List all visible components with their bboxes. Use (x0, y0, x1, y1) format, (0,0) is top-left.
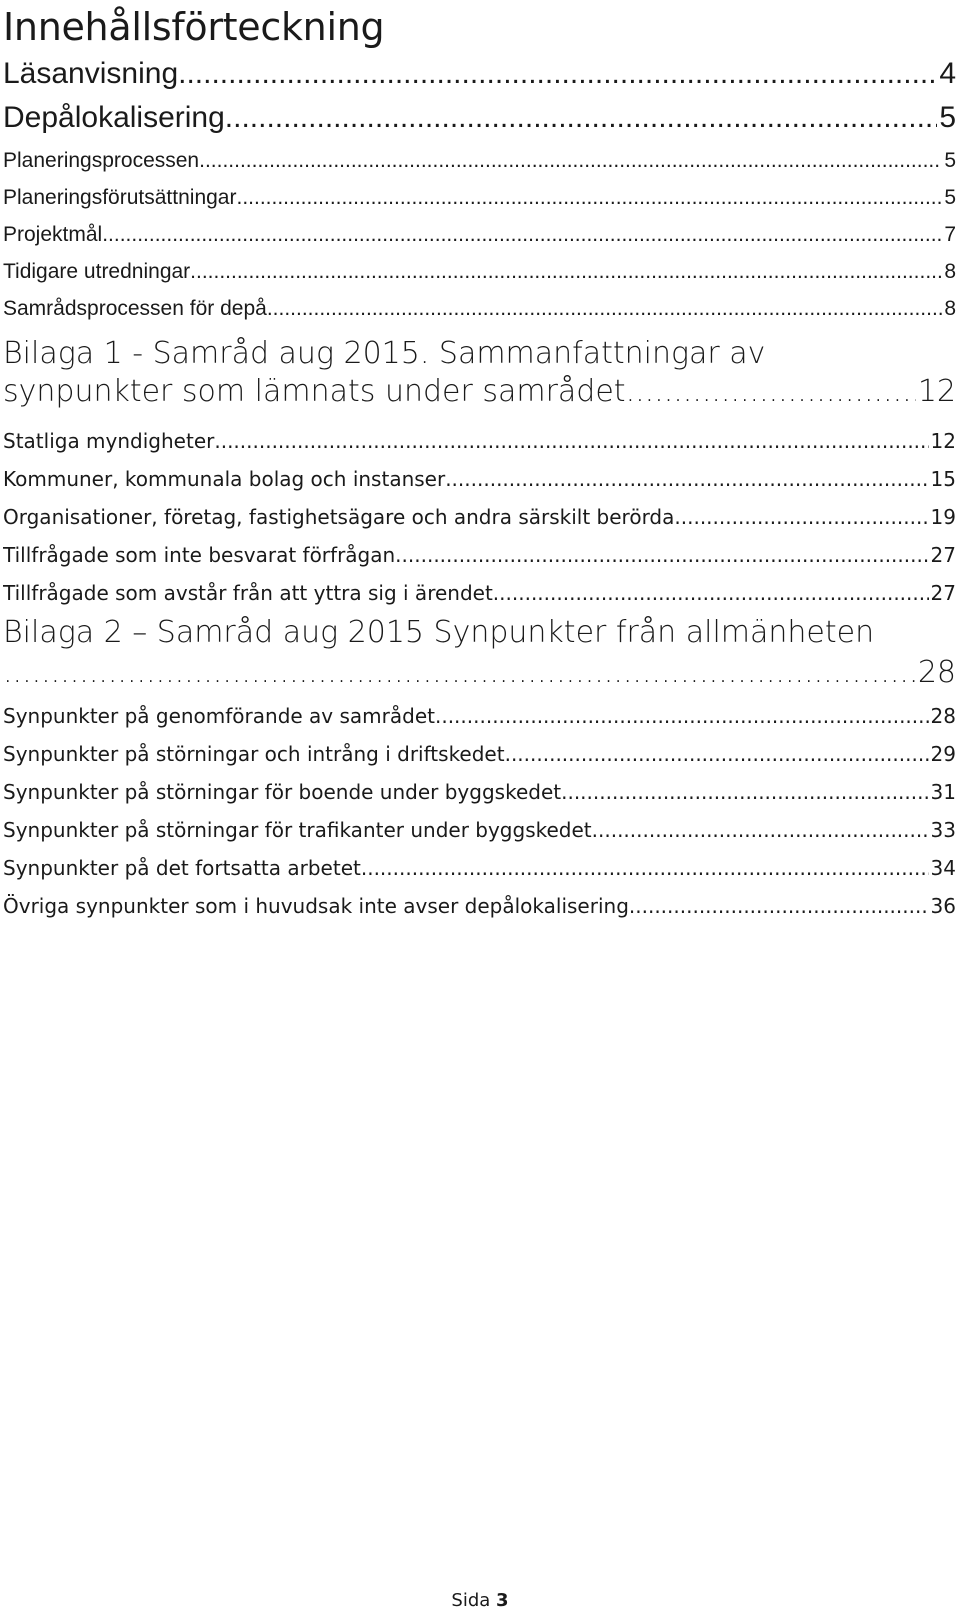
toc-entry-label: Tillfrågade som inte besvarat förfrågan (3, 543, 396, 567)
leader-dots (361, 854, 929, 882)
toc-entry-label: Projektmål (3, 223, 103, 246)
leader-dots (395, 541, 928, 569)
leader-dots (267, 295, 943, 323)
toc-entry-line2 (3, 655, 956, 691)
toc-entry-label: Planeringsprocessen (3, 149, 200, 172)
toc-entry[interactable] (3, 147, 956, 175)
leader-dots (225, 100, 938, 136)
toc-entry-label-line2: synpunkter som lämnats under samrådet (3, 374, 626, 409)
footer-prefix: Sida (451, 1590, 497, 1611)
toc-entry[interactable] (3, 295, 956, 323)
toc-entry-page: 5 (944, 186, 956, 209)
leader-dots (214, 427, 928, 455)
toc-heading: Innehållsförteckning (3, 5, 385, 49)
toc-entry-label: Tillfrågade som avstår från att yttra sig i ärendet (3, 581, 493, 605)
toc-entry-page: 5 (939, 101, 956, 134)
leader-dots (3, 655, 916, 691)
toc-entry-label: Tidigare utredningar (3, 260, 191, 283)
toc-entry[interactable] (3, 892, 956, 920)
toc-entry[interactable] (3, 221, 956, 249)
leader-dots (561, 778, 928, 806)
toc-entry-page: 15 (930, 467, 956, 491)
toc-entry-label-line1: Bilaga 1 - Samråd aug 2015. Sammanfattningar av (3, 336, 766, 371)
toc-entry-page: 29 (930, 742, 956, 766)
toc-entry-label: Statliga myndigheter (3, 429, 215, 453)
toc-entry[interactable] (3, 579, 956, 607)
toc-entry-label: Synpunkter på störningar för trafikanter under byggskedet (3, 818, 592, 842)
toc-entry-page: 36 (930, 894, 956, 918)
toc-entry-page: 8 (944, 260, 956, 283)
toc-entry-page: 12 (930, 429, 956, 453)
toc-entry[interactable] (3, 503, 956, 531)
toc-entry[interactable] (3, 854, 956, 882)
leader-dots (493, 579, 929, 607)
leader-dots (592, 816, 929, 844)
leader-dots (102, 221, 942, 249)
toc-entry[interactable] (3, 184, 956, 212)
leader-dots (199, 147, 942, 175)
leader-dots (435, 702, 929, 730)
toc-entry-label: Synpunkter på störningar för boende under byggskedet (3, 780, 562, 804)
page-number: 3 (496, 1590, 509, 1611)
page-footer (0, 1590, 960, 1611)
leader-dots (445, 465, 928, 493)
toc-entry-label: Synpunkter på störningar och intrång i driftskedet (3, 742, 505, 766)
toc-entry-label: Synpunkter på genomförande av samrådet (3, 704, 435, 728)
leader-dots (505, 740, 929, 768)
leader-dots (190, 258, 942, 286)
leader-dots (236, 184, 942, 212)
toc-entry-page: 33 (930, 818, 956, 842)
toc-entry-label: Läsanvisning (3, 57, 179, 90)
leader-dots (626, 374, 916, 410)
toc-entry[interactable] (3, 465, 956, 493)
toc-entry[interactable] (3, 541, 956, 569)
toc-entry-page: 27 (930, 543, 956, 567)
toc-entry-label: Övriga synpunkter som i huvudsak inte avser depålokalisering (3, 894, 629, 918)
toc-entry[interactable] (3, 778, 956, 806)
toc-entry-page: 34 (930, 856, 956, 880)
toc-entry-page: 28 (917, 655, 956, 690)
toc-entry[interactable] (3, 816, 956, 844)
toc-entry-page: 12 (917, 374, 956, 409)
toc-entry[interactable] (3, 615, 956, 690)
toc-entry[interactable] (3, 740, 956, 768)
toc-entry[interactable] (3, 258, 956, 286)
toc-entry-page: 31 (930, 780, 956, 804)
toc-entry-page: 5 (944, 149, 956, 172)
leader-dots (629, 892, 929, 920)
toc-entry-label: Planeringsförutsättningar (3, 186, 237, 209)
toc-entry-label-line1: Bilaga 2 – Samråd aug 2015 Synpunkter från allmänheten (3, 615, 875, 650)
toc-entry-label: Kommuner, kommunala bolag och instanser (3, 467, 446, 491)
toc-entry[interactable] (3, 56, 956, 92)
toc-entry-page: 27 (930, 581, 956, 605)
toc-entry-page: 28 (930, 704, 956, 728)
toc-entry-page: 8 (944, 297, 956, 320)
toc-entry-page: 4 (939, 57, 956, 90)
toc-entry[interactable] (3, 336, 956, 408)
leader-dots (178, 56, 937, 92)
toc-entry[interactable] (3, 702, 956, 730)
toc-entry-label: Synpunkter på det fortsatta arbetet (3, 856, 361, 880)
toc-entry-label: Organisationer, företag, fastighetsägare och andra särskilt berörda (3, 505, 675, 529)
toc-entry-label: Samrådsprocessen för depå (3, 297, 267, 320)
toc-entry[interactable] (3, 100, 956, 136)
toc-entry-page: 19 (930, 505, 956, 529)
toc-entry[interactable] (3, 427, 956, 455)
toc-entry-label: Depålokalisering (3, 101, 225, 134)
toc-entry-line2 (3, 374, 956, 410)
toc-entry-page: 7 (944, 223, 956, 246)
leader-dots (674, 503, 928, 531)
